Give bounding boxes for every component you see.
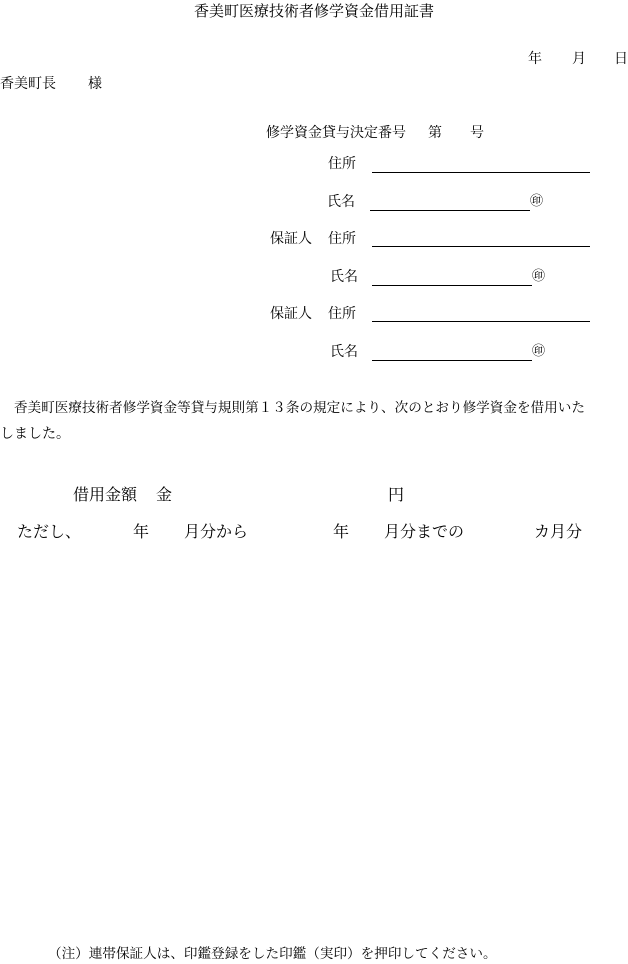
guarantor1-name-field[interactable] [372, 285, 532, 286]
guarantor2-role-label: 保証人 [270, 306, 312, 322]
addressee-honorific: 様 [88, 76, 102, 92]
body-text-line2: しました。 [0, 426, 70, 442]
guarantor2-seal-mark: ㊞ [532, 344, 546, 359]
period-from-month: 月分から [184, 522, 249, 541]
period-lead: ただし、 [17, 522, 82, 541]
period-count: カ月分 [534, 522, 583, 541]
body-text-line1: 香美町医療技術者修学資金等貸与規則第１３条の規定により、次のとおり修学資金を借用いた [14, 400, 585, 416]
guarantor1-address-field[interactable] [372, 246, 590, 247]
guarantor2-name-field[interactable] [372, 360, 532, 361]
period-from-year: 年 [133, 522, 150, 541]
period-to-year: 年 [333, 522, 350, 541]
borrower-name-label: 氏名 [327, 194, 355, 210]
guarantor1-address-label: 住所 [328, 231, 356, 247]
guarantor1-role-label: 保証人 [270, 231, 312, 247]
period-to-month: 月分までの [384, 522, 465, 541]
borrower-seal-mark: ㊞ [530, 194, 544, 209]
date-day-label: 日 [614, 51, 628, 67]
guarantor1-name-label: 氏名 [330, 269, 358, 285]
date-year-label: 年 [528, 51, 542, 67]
guarantor2-name-label: 氏名 [330, 344, 358, 360]
decision-number-suffix: 号 [470, 125, 484, 141]
date-month-label: 月 [572, 51, 586, 67]
amount-label: 借用金額 [73, 485, 138, 504]
borrower-name-field[interactable] [370, 210, 530, 211]
guarantor2-address-label: 住所 [328, 306, 356, 322]
decision-number-prefix: 第 [428, 125, 442, 141]
amount-unit: 円 [388, 485, 405, 504]
guarantor2-address-field[interactable] [372, 321, 590, 322]
borrower-address-field[interactable] [372, 172, 590, 173]
guarantor1-seal-mark: ㊞ [532, 269, 546, 284]
addressee-name: 香美町長 [0, 76, 56, 92]
amount-prefix: 金 [156, 485, 173, 504]
borrower-address-label: 住所 [328, 156, 356, 172]
decision-number-label: 修学資金貸与決定番号 [266, 125, 406, 141]
footnote: （注）連帯保証人は、印鑑登録をした印鑑（実印）を押印してください。 [48, 946, 497, 962]
page-title: 香美町医療技術者修学資金借用証書 [193, 2, 434, 20]
